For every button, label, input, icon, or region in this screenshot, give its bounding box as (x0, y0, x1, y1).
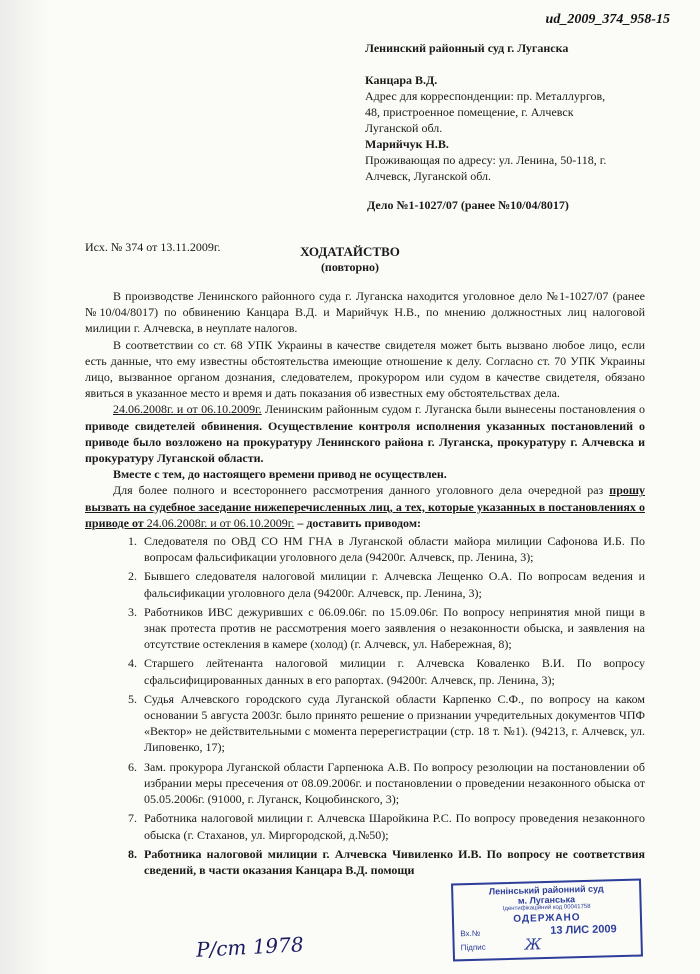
paragraph-2: В соответствии со ст. 68 УПК Украины в качестве свидетеля может быть вызвано любое лицо, если есть данные, что ему известны обстоятельства имеющие отношение к делу. Согласно ст. 70 УПК Украины лицо, вызванное органом дознания, следователем, прокурором или судом в качестве свидетеля, обязано явиться в указанное место и время и дать показания об известных ему обстоятельствах дела. (85, 337, 645, 401)
party2-address-line2: Алчевск, Луганской обл. (365, 169, 492, 183)
witness-list (85, 533, 645, 878)
stamp-signature: Ж (524, 935, 542, 954)
document-title: ХОДАТАЙСТВО (300, 244, 400, 259)
witness-item: 2. Бывшего следователя налоговой милиции г. Алчевска Лещенко О.А. По вопросам ведения и фальсификации уголовного дела (94200г. Алчевск, пр. Ленина, 3); (140, 568, 645, 600)
paragraph-4: Вместе с тем, до настоящего времени привод не осуществлен. (113, 467, 447, 482)
document-id: ud_2009_374_958-15 (545, 12, 670, 27)
paragraph-3 (85, 401, 645, 466)
scan-shadow (0, 0, 50, 974)
paragraph-5-dates: 24.06.2008г. и от 06.10.2009г. (146, 515, 295, 530)
stamp-received: ОДЕРЖАНО (513, 912, 581, 925)
stamp-date: 13 ЛИС 2009 (550, 923, 617, 937)
witness-item: 3. Работников ИВС дежуривших с 06.09.06г. по 15.09.06г. По вопросу непринятия мной пищи в знак протеста против не рассмотрения моего заявления о незаконности обыска, и заявления на отсутствие остекления в камере (холод) (г. Алчевск, ул. Набережная, 8); (140, 604, 645, 653)
paragraph-1: В производстве Ленинского районного суда г. Луганска находится уголовное дело №1-1027/07 (ранее №10/04/8017) по обвинению Канцара В.Д. и Марийчук Н.В., по мнению должностных лиц налоговой милиции г. Алчевска, в неуплате налогов. (85, 289, 645, 336)
witness-item: 6. Зам. прокурора Луганской области Гарпенюка А.В. По вопросу резолюции на постановлении об избрании меры пресечения от 08.09.2006г. и постановлении о проведении незаконного обыска от 05.05.2006г. (91000, г. Луганск, Коцюбинского, 3); (140, 759, 645, 808)
witness-item: 5. Судья Алчевского городского суда Луганской области Карпенко С.Ф., по вопросу на каком основании 5 августа 2003г. было принято решение о признании учредительных документов ЧПФ «Вектор» не действительными с момента перерегистрации (стр. 18 т. №1). (94213, г. Алчевск, ул. Липовенко, 17); (140, 691, 645, 756)
handwritten-note: Р/ст 1978 (195, 932, 305, 962)
paragraph-3-dates: 24.06.2008г. и от 06.10.2009г. (113, 402, 262, 417)
witness-item: 1. Следователя по ОВД СО НМ ГНА в Луганской области майора милиции Сафонова И.Б. По вопросам фальсификации уголовного дела (94200г. Алчевск, пр. Ленина, 3); (140, 533, 645, 565)
paragraph-5-end: – доставить приводом: (294, 515, 421, 530)
document-subtitle: (повторно) (320, 260, 380, 274)
witness-item: 8. Работника налоговой милиции г. Алчевска Чивиленко И.В. По вопросу не соответствия сведений, в части оказания Канцара В.Д. помощи (140, 846, 645, 878)
paragraph-3-bold: приводе свидетелей обвинения. Осуществление контроля исполнения указанных постановлений о приводе было возложено на прокуратуру Ленинского района г. Луганска, прокуратуру г. Алчевска и прокуратуру Луганской области. (85, 418, 645, 466)
paragraph-3-text: Ленинским районным судом г. Луганска были вынесены постановления о (261, 402, 645, 417)
stamp-sign-label: Підпис (460, 942, 486, 953)
party1-address-line3: Луганской обл. (365, 121, 443, 135)
case-number: Дело №1-1027/07 (ранее №10/04/8017) (367, 198, 569, 212)
paragraph-5-start: Для более полного и всестороннего рассмотрения данного уголовного дела очередной раз (113, 483, 610, 498)
party1-name: Канцара В.Д. (365, 73, 438, 87)
court-name: Ленинский районный суд г. Луганска (365, 41, 569, 55)
witness-item: 7. Работника налоговой милиции г. Алчевска Шаройкина Р.С. По вопросу проведения незаконного обыска (г. Стаханов, ул. Миргородской, д.№50); (140, 810, 645, 842)
stamp-court: Ленінський районний суд м. Луганська (488, 883, 604, 906)
outgoing-reference: Исх. № 374 от 13.11.2009г. (85, 240, 221, 254)
party2-name: Марийчук Н.В. (365, 137, 449, 151)
stamp-number-label: Вх.№ (460, 928, 481, 939)
party1-address-line2: 48, пристроенное помещение, г. Алчевск (365, 105, 574, 119)
party2-address-line1: Проживающая по адресу: ул. Ленина, 50-118, г. (365, 153, 607, 167)
paragraph-5-request: прошу вызвать на судебное заседание нижеперечисленных лиц, а тех, которые указанных в постановлениях о приводе от (85, 483, 645, 530)
received-stamp (451, 879, 643, 962)
party1-address-line1: Адрес для корреспонденции: пр. Металлургов, (365, 89, 606, 103)
witness-item: 4. Старшего лейтенанта налоговой милиции г. Алчевска Коваленко В.И. По вопросу сфальсифицированных данных в его рапортах. (94200г. Алчевск, пр. Ленина, 3); (140, 655, 645, 687)
paragraph-5 (85, 482, 645, 531)
document-body (85, 288, 645, 881)
stamp-code: Ідентифікаційний код 00041758 (502, 903, 591, 913)
